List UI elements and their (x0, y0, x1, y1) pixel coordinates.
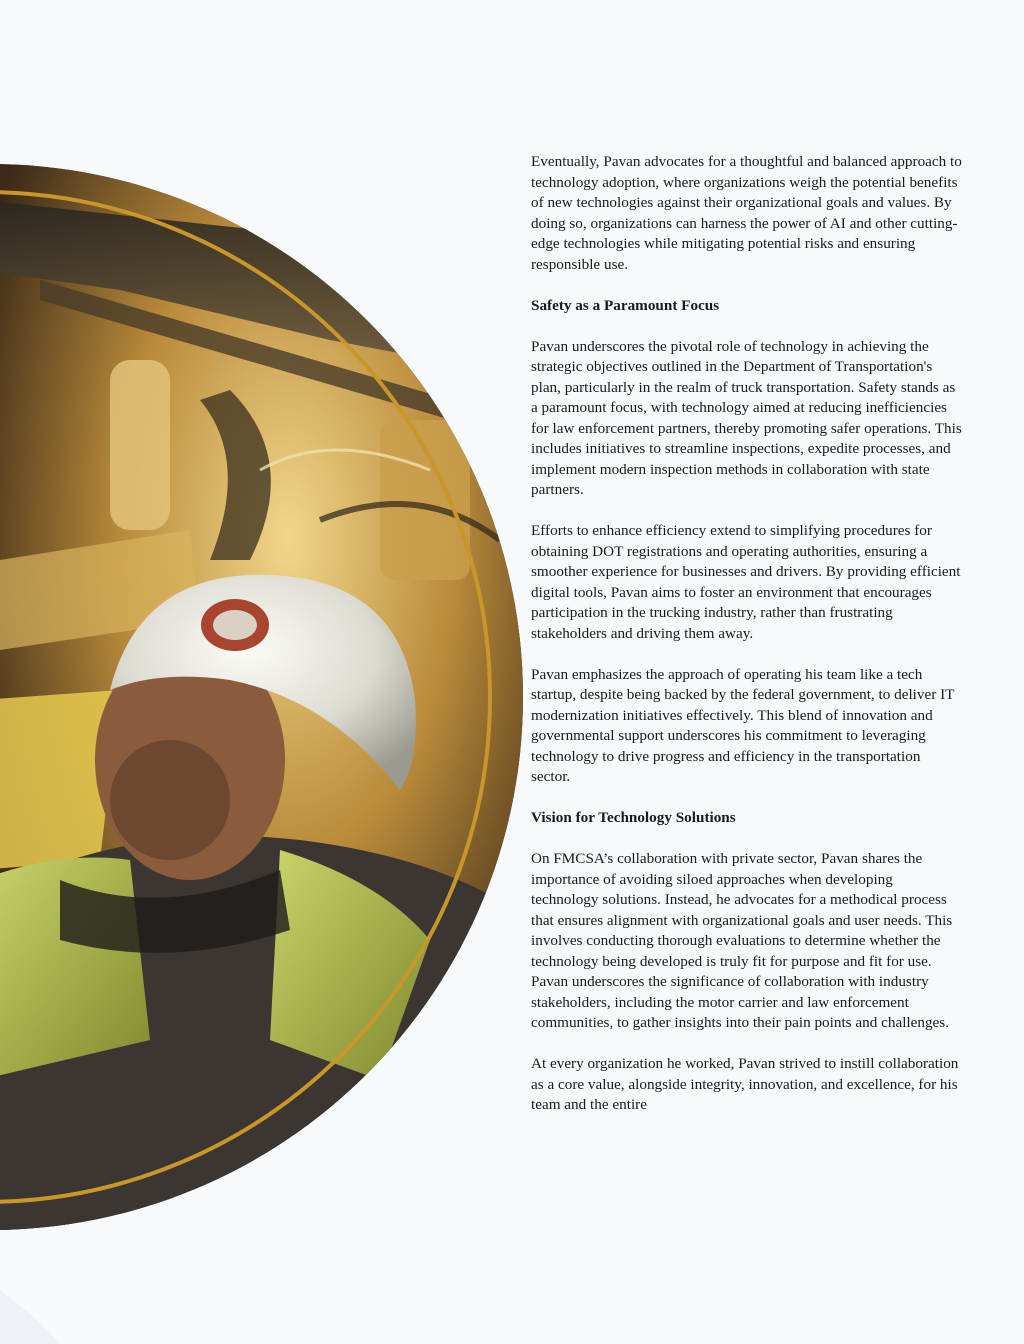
article-text-column (531, 152, 963, 1136)
paragraph-efficiency: Efforts to enhance efficiency extend to simplifying procedures for obtaining DOT registrations and operating authorities, ensuring a smoother experience for businesses and drivers. By providing efficient digital tools, Pavan aims to foster an environment that encourages participation in the trucking industry, rather than frustrating stakeholders and driving them away. (531, 522, 961, 642)
paragraph-safety: Pavan underscores the pivotal role of technology in achieving the strategic objectives outlined in the Department of Transportation's plan, particularly in the realm of truck transportation. Safety stands as a paramount focus, with technology aimed at reducing inefficiencies for law enforcement partners, thereby promoting safer operations. This includes initiatives to streamline inspections, expedite processes, and implement modern inspection methods in collaboration with state partners. (531, 337, 962, 498)
heading-safety: Safety as a Paramount Focus (531, 296, 720, 314)
paragraph-collaboration: On FMCSA’s collaboration with private sector, Pavan shares the importance of avoiding siloed approaches when developing technology solutions. Instead, he advocates for a methodical process that ensures alignment with organizational goals and user needs. This involves conducting thorough evaluations to determine whether the technology being developed is truly fit for purpose and fit for use. Pavan underscores the significance of collaboration with industry stakeholders, including the motor carrier and law enforcement communities, to gather insights into their pain points and challenges. (531, 850, 953, 1031)
paragraph-startup: Pavan emphasizes the approach of operating his team like a tech startup, despite being backed by the federal government, to deliver IT modernization initiatives effectively. This blend of innovation and governmental support underscores his commitment to leveraging technology to drive progress and efficiency in the transportation sector. (531, 665, 955, 785)
paragraph-values: At every organization he worked, Pavan strived to instill collaboration as a core value, alongside integrity, innovation, and excellence, for his team and the entire (531, 1055, 959, 1113)
bottom-decor-curve (0, 0, 200, 1344)
heading-vision: Vision for Technology Solutions (531, 809, 736, 826)
paragraph-intro: Eventually, Pavan advocates for a thoughtful and balanced approach to technology adoption, where organizations weigh the potential benefits of new technologies against their organizational goals and values. By doing so, organizations can harness the power of AI and other cutting-edge technologies while mitigating potential risks and ensuring responsible use. (531, 153, 962, 273)
